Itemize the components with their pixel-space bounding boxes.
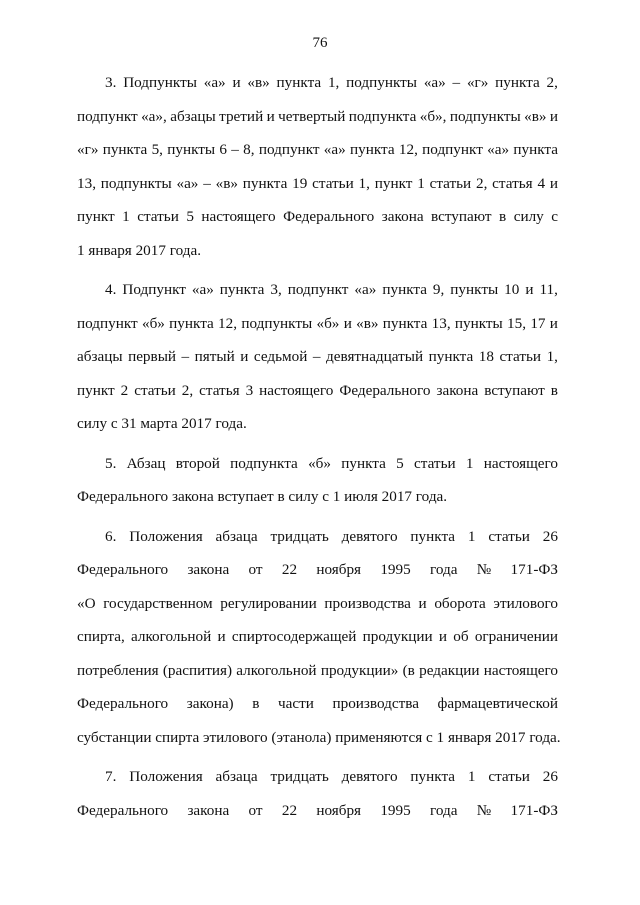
text-line: 1 января 2017 года. — [77, 241, 202, 259]
document-body — [77, 66, 561, 827]
text-line: 7. Положения абзаца тридцать девятого пункта 1 статьи 26 — [105, 768, 558, 785]
text-line: «О государственном регулировании производства и оборота этилового — [77, 594, 558, 612]
text-line: «г» пункта 5, пункты 6 – 8, подпункт «а» пункта 12, подпункт «а» пункта — [77, 141, 558, 158]
text-line: Федерального закона от 22 ноября 1995 года № 171-ФЗ — [77, 561, 558, 578]
text-line: потребления (распития) алкогольной продукции» (в редакции настоящего — [77, 661, 558, 679]
paragraph — [77, 760, 558, 827]
text-line: 4. Подпункт «а» пункта 3, подпункт «а» пункта 9, пункты 10 и 11, — [105, 281, 558, 298]
paragraph — [77, 447, 558, 514]
text-line: пункт 2 статьи 2, статья 3 настоящего Федерального закона вступают в — [77, 381, 558, 399]
text-line: абзацы первый – пятый и седьмой – девятнадцатый пункта 18 статьи 1, — [77, 348, 558, 365]
text-line: подпункт «б» пункта 12, подпункты «б» и «в» пункта 13, пункты 15, 17 и — [77, 314, 558, 332]
text-line: подпункт «а», абзацы третий и четвертый подпункта «б», подпункты «в» и — [77, 107, 558, 125]
text-line: Федерального закона от 22 ноября 1995 года № 171-ФЗ — [77, 801, 558, 819]
paragraph — [77, 520, 561, 755]
text-line: Федерального закона) в части производства фармацевтической — [77, 695, 558, 712]
paragraph — [77, 66, 558, 267]
paragraph — [77, 273, 558, 441]
text-line: 3. Подпункты «а» и «в» пункта 1, подпункты «а» – «г» пункта 2, — [105, 74, 558, 91]
text-line: силу с 31 марта 2017 года. — [77, 415, 247, 432]
text-line: пункт 1 статьи 5 настоящего Федерального закона вступают в силу с — [77, 208, 558, 225]
text-line: Федерального закона вступает в силу с 1 июля 2017 года. — [77, 488, 448, 505]
text-line: 5. Абзац второй подпункта «б» пункта 5 статьи 1 настоящего — [105, 454, 558, 472]
text-line: спирта, алкогольной и спиртосодержащей продукции и об ограничении — [77, 628, 558, 645]
page-number: 76 — [312, 35, 328, 51]
text-line: 13, подпункты «а» – «в» пункта 19 статьи 1, пункт 1 статьи 2, статья 4 и — [77, 174, 558, 192]
text-line: 6. Положения абзаца тридцать девятого пункта 1 статьи 26 — [105, 527, 558, 545]
text-line: субстанции спирта этилового (этанола) применяются с 1 января 2017 года. — [77, 728, 561, 746]
